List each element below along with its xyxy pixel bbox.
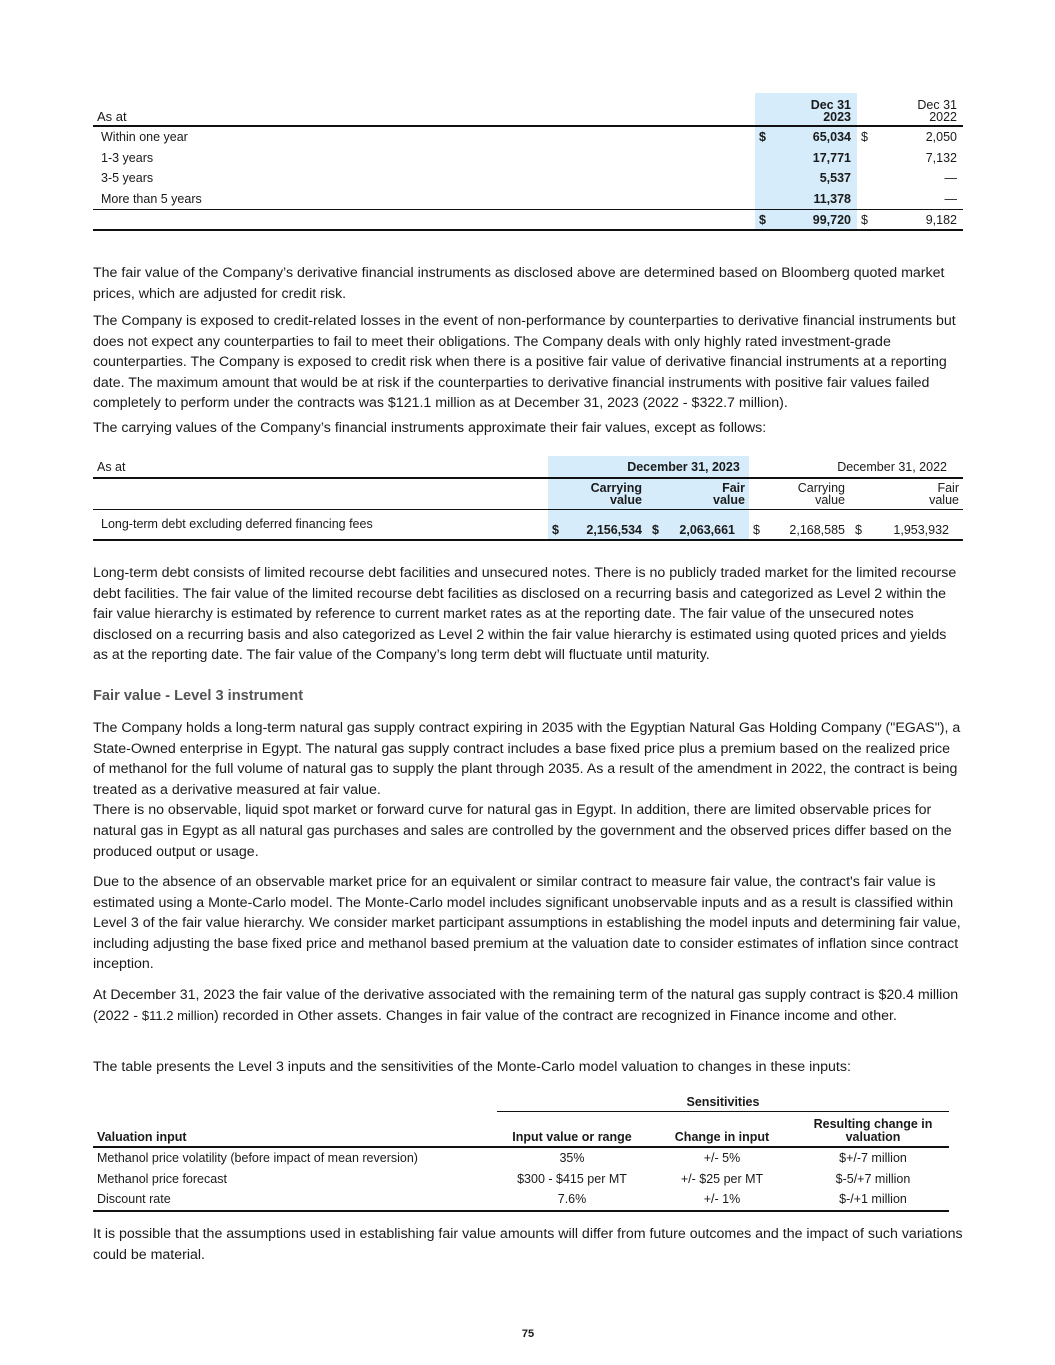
header-fair-value-2022: Fair value bbox=[929, 481, 959, 507]
paragraph-fair-value-bloomberg: The fair value of the Company’s derivative financial instruments as disclosed above are determined based on Bloomberg quoted market prices, which are adjusted for credit risk. bbox=[93, 265, 945, 302]
debt-fair-value-table bbox=[93, 456, 963, 541]
section-heading-level-3: Fair value - Level 3 instrument bbox=[93, 688, 304, 704]
header-carrying-value-2023: Carrying value bbox=[562, 478, 648, 510]
paragraph-credit-risk: The Company is exposed to credit-related losses in the event of non-performance by counterparties to derivative financial instruments but does not expect any counterparties to fail to meet their obligations. The Company deals with only highly rated investment-grade counterparties. The Company is exposed to credit risk when there is a positive fair value of derivative financial instruments at a reporting date. The maximum amount that would be at risk if the counterparties to derivative financial instruments with positive fair values failed completely to perform under the contracts was $121.1 million as at December 31, 2023 (2022 - $322.7 million). bbox=[93, 313, 956, 412]
as-at-label: As at bbox=[97, 109, 127, 124]
table-row: Within one year $ 65,034 $ 2,050 bbox=[93, 126, 963, 148]
page-number: 75 bbox=[521, 1328, 535, 1340]
maturity-table bbox=[93, 93, 963, 231]
paragraph-assumptions: It is possible that the assumptions used in establishing fair value amounts will differ from future outcomes and the impact of such variations could be material. bbox=[93, 1226, 963, 1263]
col-header-2023: Dec 31 2023 bbox=[769, 93, 857, 126]
header-resulting-change: Resulting change in valuation bbox=[797, 1112, 949, 1148]
paragraph-fair-value-2023: At December 31, 2023 the fair value of the derivative associated with the remaining term of the natural gas supply contract is $20.4 million (2022 - $11.2 million) recorded in Other assets. Changes in fair value of the contract are recognized in Finance income and other. bbox=[93, 987, 959, 1024]
paragraph-carrying-values: The carrying values of the Company’s financial instruments approximate their fair values, except as follows: bbox=[93, 420, 767, 436]
table-row: Long-term debt excluding deferred financing fees $ 2,156,534 $ 2,063,661 $ 2,168,585 $ 1,953,932 bbox=[93, 510, 963, 541]
header-december-2023: December 31, 2023 bbox=[548, 456, 749, 478]
sensitivity-table bbox=[93, 1093, 949, 1212]
header-carrying-value-2022: Carrying value bbox=[797, 481, 845, 507]
paragraph-monte-carlo: Due to the absence of an observable market price for an equivalent or similar contract to measure fair value, the contract's fair value is estimated using a Monte-Carlo model. The Monte-Carlo model includes significant unobservable inputs and as a result is classified within Level 3 of the fair value hierarchy. We consider market participant assumptions in establishing the model inputs and determining fair value, including adjusting the base fixed price and methanol based premium at the valuation date to consider estimates of inflation since contract inception. bbox=[93, 874, 961, 973]
header-valuation-input: Valuation input bbox=[93, 1112, 497, 1148]
table-row: 1-3 years 17,771 7,132 bbox=[93, 148, 963, 169]
as-at-label: As at bbox=[93, 456, 548, 478]
header-input-range: Input value or range bbox=[497, 1112, 647, 1148]
header-change-in-input: Change in input bbox=[647, 1112, 797, 1148]
table-row: 3-5 years 5,537 — bbox=[93, 168, 963, 189]
header-december-2022: December 31, 2022 bbox=[749, 456, 963, 478]
col-header-2022: Dec 31 2022 bbox=[917, 98, 957, 124]
table-row: More than 5 years 11,378 — bbox=[93, 189, 963, 210]
paragraph-egas-contract: The Company holds a long-term natural gas supply contract expiring in 2035 with the Egyptian Natural Gas Holding Company ("EGAS"), a State-Owned enterprise in Egypt. The natural gas supply contract includes a base fixed price plus a premium based on the realized price of methanol for the full volume of natural gas to supply the plant through 2035. As a result of the amendment in 2022, the contract is being treated as a derivative measured at fair value. There is no observable, liquid spot market or forward curve for natural gas in Egypt. In addition, there are limited observable prices for natural gas in Egypt as all natural gas purchases and sales are controlled by the government and the observed prices differ based on the produced output or usage. bbox=[93, 720, 961, 860]
table-row: Methanol price forecast $300 - $415 per MT +/- $25 per MT $-5/+7 million bbox=[97, 1171, 911, 1186]
table-row: Discount rate 7.6% +/- 1% $-/+1 million bbox=[93, 1189, 949, 1211]
header-fair-value-2023: Fair value bbox=[664, 478, 749, 510]
paragraph-level-3-inputs: The table presents the Level 3 inputs and the sensitivities of the Monte-Carlo model valuation to changes in these inputs: bbox=[93, 1059, 851, 1075]
sensitivities-header: Sensitivities bbox=[497, 1093, 949, 1112]
table-row: Methanol price volatility (before impact of mean reversion) 35% +/- 5% $+/-7 million bbox=[97, 1151, 907, 1166]
paragraph-long-term-debt: Long-term debt consists of limited recourse debt facilities and unsecured notes. There is no publicly traded market for the limited recourse debt facilities. The fair value of the limited recourse debt facilities as disclosed on a recurring basis and categorized as Level 2 within the fair value hierarchy is estimated by reference to current market rates as at the reporting date. The fair value of the unsecured notes disclosed on a recurring basis and also categorized as Level 2 within the fair value hierarchy is estimated using quoted prices and yields as at the reporting date. The fair value of the Company’s long term debt will fluctuate until maturity. bbox=[93, 565, 957, 664]
total-row: $ 99,720 $ 9,182 bbox=[93, 210, 963, 231]
